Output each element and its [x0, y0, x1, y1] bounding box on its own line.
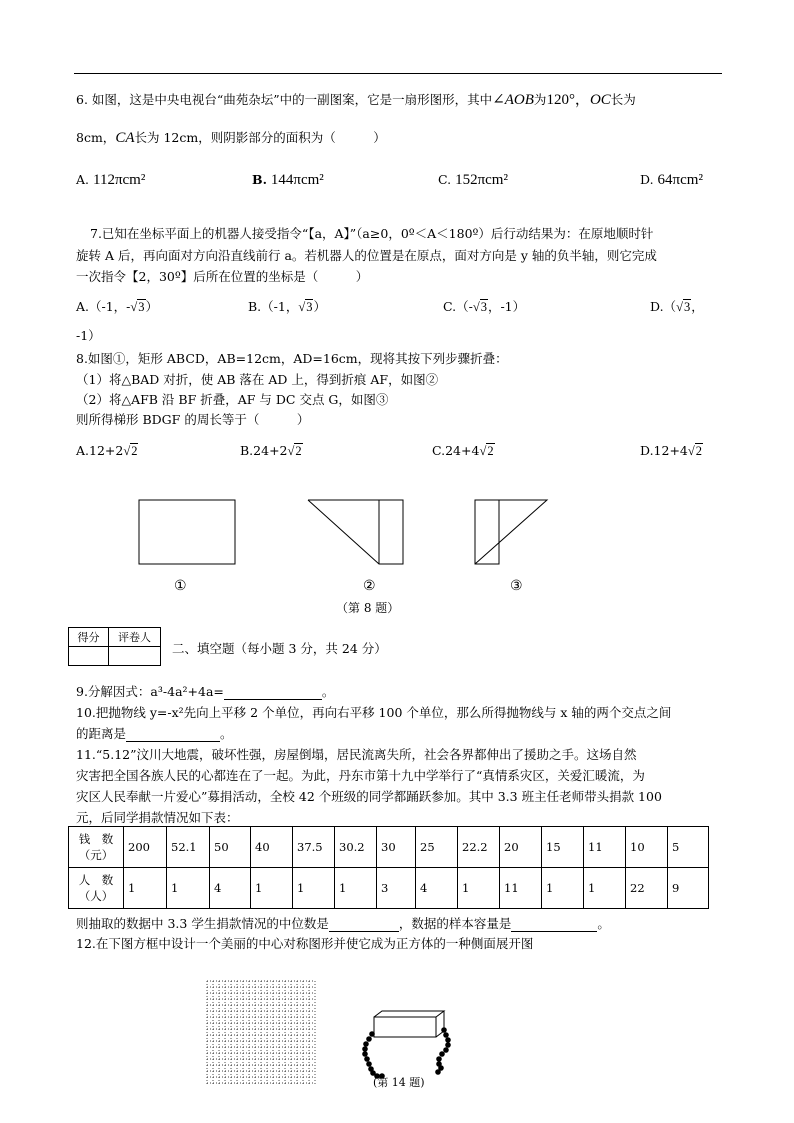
- q11-line3: 灾区人民奉献一片爱心”募捐活动，全校 42 个班级的同学都踊跃参加。其中 3.3 班主任老师带头捐款 100: [76, 789, 662, 804]
- sqrt-symbol: √3: [676, 300, 691, 314]
- donation-table: [68, 826, 709, 909]
- q11-line2: 灾害把全国各族人民的心都连在了一起。为此，丹东市第十九中学举行了“真情系灾区，关爱汇暖流，为: [76, 768, 645, 783]
- table-cell: 11: [584, 827, 626, 868]
- score-table: [68, 627, 161, 666]
- table-cell: 22: [626, 868, 668, 909]
- score-label: 得分: [69, 628, 109, 647]
- q6-line1-mid: 为: [533, 92, 547, 107]
- table-cell: 4: [210, 868, 251, 909]
- table-cell: 52.1: [167, 827, 210, 868]
- q7-line3: 一次指令【2，30º】后所在位置的坐标是（ ）: [76, 269, 369, 284]
- q9-answer-blank[interactable]: [224, 687, 322, 700]
- q7-option-d-wrap: -1）: [76, 328, 101, 343]
- table-cell: 25: [416, 827, 458, 868]
- q6-line2-prefix: 8cm，: [76, 130, 116, 145]
- people-header: 人 数 （人）: [69, 868, 124, 909]
- q11-line4: 元，后同学捐款情况如下表：: [76, 810, 239, 825]
- table-cell: 40: [251, 827, 293, 868]
- q8-line3: （2）将△AFB 沿 BF 折叠，AF 与 DC 交点 G，如图③: [76, 392, 389, 407]
- q11-sample-size-blank[interactable]: [511, 919, 597, 932]
- table-cell: 50: [210, 827, 251, 868]
- table-cell: 1: [335, 868, 377, 909]
- table-cell: 4: [416, 868, 458, 909]
- q8-option-b: B.24+2√2: [240, 443, 302, 458]
- q7-option-b: B.（-1，√3）: [248, 299, 326, 314]
- table-cell: 37.5: [293, 827, 335, 868]
- q10-line1: 10.把抛物线 y=-x²先向上平移 2 个单位，再向右平移 100 个单位，那么所得抛物线与 x 轴的两个交点之间: [76, 705, 672, 720]
- table-cell: 1: [124, 868, 167, 909]
- table-cell: 20: [500, 827, 542, 868]
- q12-caption: (第 14 题): [373, 1076, 425, 1089]
- section-title: 二、填空题（每小题 3 分，共 24 分）: [172, 641, 387, 656]
- table-cell: 10: [626, 827, 668, 868]
- q8-line4: 则所得梯形 BDGF 的周长等于（ ）: [76, 412, 310, 427]
- q7-line2: 旋转 A 后，再向面对方向沿直线前行 a。若机器人的位置是在原点，面对方向是 y 轴的负半轴，则它完成: [76, 248, 657, 263]
- q8-option-d: D.12+4√2: [640, 443, 703, 458]
- q6-angle: ∠AOB: [492, 92, 534, 108]
- figure1-label: ①: [174, 578, 187, 594]
- sqrt-symbol: √3: [298, 300, 313, 314]
- q6-option-b: B. 144πcm²: [252, 172, 324, 188]
- q6-option-c: C. 152πcm²: [438, 172, 508, 188]
- grader-label: 评卷人: [109, 628, 161, 647]
- q7-option-a: A.（-1，-√3）: [76, 299, 159, 314]
- q8-line1: 8.如图①，矩形 ABCD，AB=12cm，AD=16cm，现将其按下列步骤折叠：: [76, 351, 508, 366]
- figure3-fold: [475, 500, 547, 564]
- right-rope: [435, 1027, 451, 1075]
- table-cell: 1: [458, 868, 500, 909]
- q6-ca: CA: [115, 130, 135, 146]
- figure3-label: ③: [510, 578, 523, 594]
- grader-cell[interactable]: [109, 647, 161, 666]
- figure1-rectangle: [139, 500, 235, 564]
- sqrt-symbol: √2: [123, 444, 138, 458]
- table-cell: 1: [542, 868, 584, 909]
- q8-option-c: C.24+4√2: [432, 443, 494, 458]
- sqrt-symbol: √2: [687, 444, 703, 458]
- q12-text: 12.在下图方框中设计一个美丽的中心对称图形并使它成为正方体的一种侧面展开图: [76, 936, 534, 951]
- table-cell: 30.2: [335, 827, 377, 868]
- table-cell: 22.2: [458, 827, 500, 868]
- q6-line1-prefix: 6. 如图，这是中央电视台“曲苑杂坛”中的一副图案，它是一扇形图形，其中: [76, 92, 493, 107]
- table-cell: 200: [124, 827, 167, 868]
- table-cell: 5: [668, 827, 709, 868]
- table-row: [69, 827, 709, 868]
- q6-line2-suffix: 长为 12cm，则阴影部分的面积为（ ）: [134, 130, 386, 145]
- table-cell: 3: [377, 868, 416, 909]
- figure2-label: ②: [363, 578, 376, 594]
- table-cell: 15: [542, 827, 584, 868]
- sqrt-symbol: √3: [130, 300, 145, 314]
- q10-line2: 的距离是 。: [76, 726, 233, 741]
- q6-option-a: A. 112πcm²: [76, 172, 146, 188]
- figure2-fold: [308, 500, 403, 564]
- sqrt-symbol: √2: [287, 444, 302, 458]
- money-header: 钱 数 （元）: [69, 827, 124, 868]
- table-cell: 11: [500, 868, 542, 909]
- sqrt-symbol: √3: [472, 300, 487, 314]
- q9: 9.分解因式：a³-4a²+4a= 。: [76, 684, 335, 699]
- q7-option-d: D.（√3，: [650, 299, 704, 314]
- q7-line1: 7.已知在坐标平面上的机器人接受指令“【a，A】”（a≥0，0º＜A＜180º）后行动结果为：在原地顺时针: [90, 226, 654, 241]
- q10-answer-blank[interactable]: [126, 729, 220, 742]
- table-cell: 1: [251, 868, 293, 909]
- q11-after: 则抽取的数据中 3.3 学生捐款情况的中位数是 ，数据的样本容量是 。: [76, 916, 610, 931]
- table-row: [69, 868, 709, 909]
- table-cell: 1: [293, 868, 335, 909]
- q11-line1: 11.“5.12”汶川大地震，破坏性强，房屋倒塌，居民流离失所，社会各界都伸出了援助之手。这场自然: [76, 747, 637, 762]
- q6-oc: OC: [589, 92, 611, 108]
- sqrt-symbol: √2: [479, 444, 494, 458]
- design-grid[interactable]: [206, 980, 316, 1088]
- q11-median-blank[interactable]: [329, 919, 399, 932]
- q8-line2: （1）将△BAD 对折，使 AB 落在 AD 上，得到折痕 AF，如图②: [76, 372, 439, 387]
- left-rope: [362, 1031, 385, 1079]
- score-cell[interactable]: [69, 647, 109, 666]
- q7-option-c: C.（-√3，-1）: [443, 299, 526, 314]
- table-cell: 1: [167, 868, 210, 909]
- q6-line1-suffix: 长为: [610, 92, 636, 107]
- table-cell: 30: [377, 827, 416, 868]
- q6-option-d: D. 64πcm²: [640, 172, 703, 188]
- figure-caption: （第 8 题）: [336, 601, 400, 615]
- q6-angle-value: 120°，: [546, 92, 590, 108]
- table-cell: 9: [668, 868, 709, 909]
- q8-option-a: A.12+2√2: [76, 443, 138, 458]
- table-cell: 1: [584, 868, 626, 909]
